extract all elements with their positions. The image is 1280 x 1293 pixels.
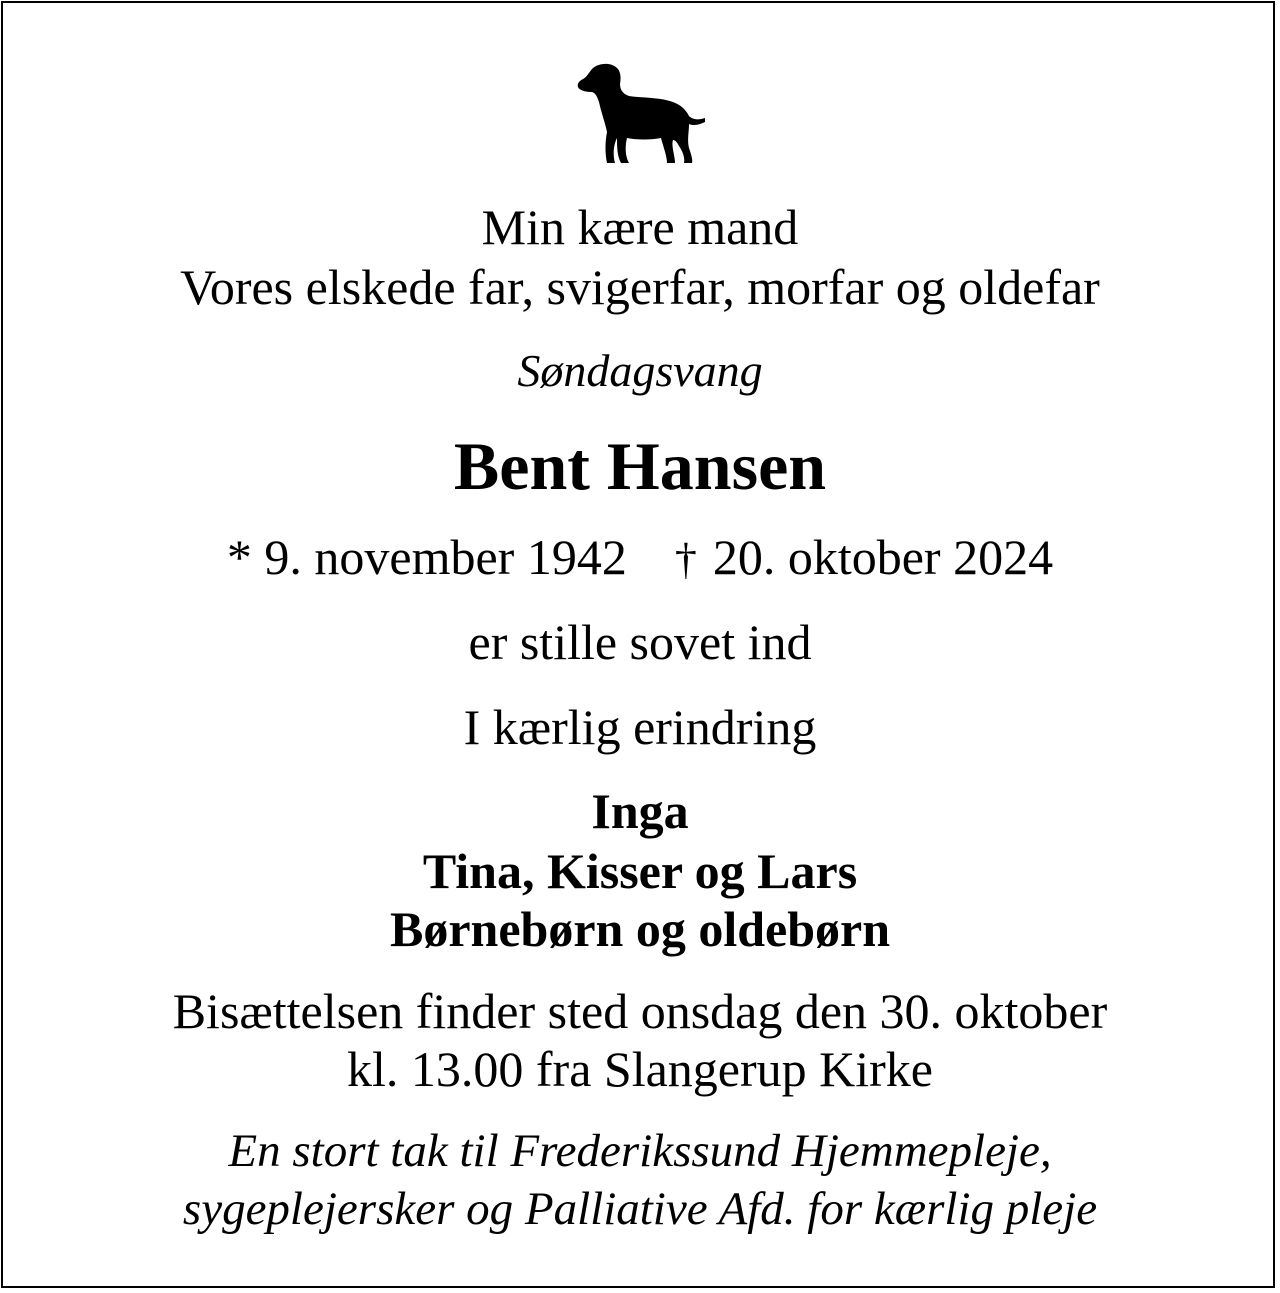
thanks-line-2: sygeplejersker og Palliative Afd. for kærlig pleje [182, 1183, 1098, 1235]
death-date: 20. oktober 2024 [712, 529, 1054, 585]
life-dates [0, 529, 1280, 585]
thanks-line-1: En stort tak til Frederikssund Hjemmepleje, [228, 1125, 1052, 1177]
mourner-line: Inga [591, 783, 689, 839]
residence-place: Søndagsvang [517, 345, 763, 396]
deceased-name: Bent Hansen [453, 428, 827, 504]
intro-line-2: Vores elskede far, svigerfar, morfar og oldefar [180, 259, 1100, 315]
service-line-1: Bisættelsen finder sted onsdag den 30. oktober [172, 983, 1108, 1039]
death-symbol: † [674, 535, 697, 584]
service-line-2: kl. 13.00 fra Slangerup Kirke [347, 1041, 933, 1097]
mourner-line: Tina, Kisser og Lars [422, 843, 858, 899]
dog-silhouette-icon [575, 62, 705, 168]
birth-symbol: * [226, 529, 252, 585]
passing-text: er stille sovet ind [468, 614, 812, 670]
birth-date: 9. november 1942 [264, 529, 627, 585]
mourner-line: Børnebørn og oldebørn [389, 901, 891, 957]
memory-text: I kærlig erindring [463, 699, 817, 755]
intro-line-1: Min kære mand [481, 199, 799, 255]
